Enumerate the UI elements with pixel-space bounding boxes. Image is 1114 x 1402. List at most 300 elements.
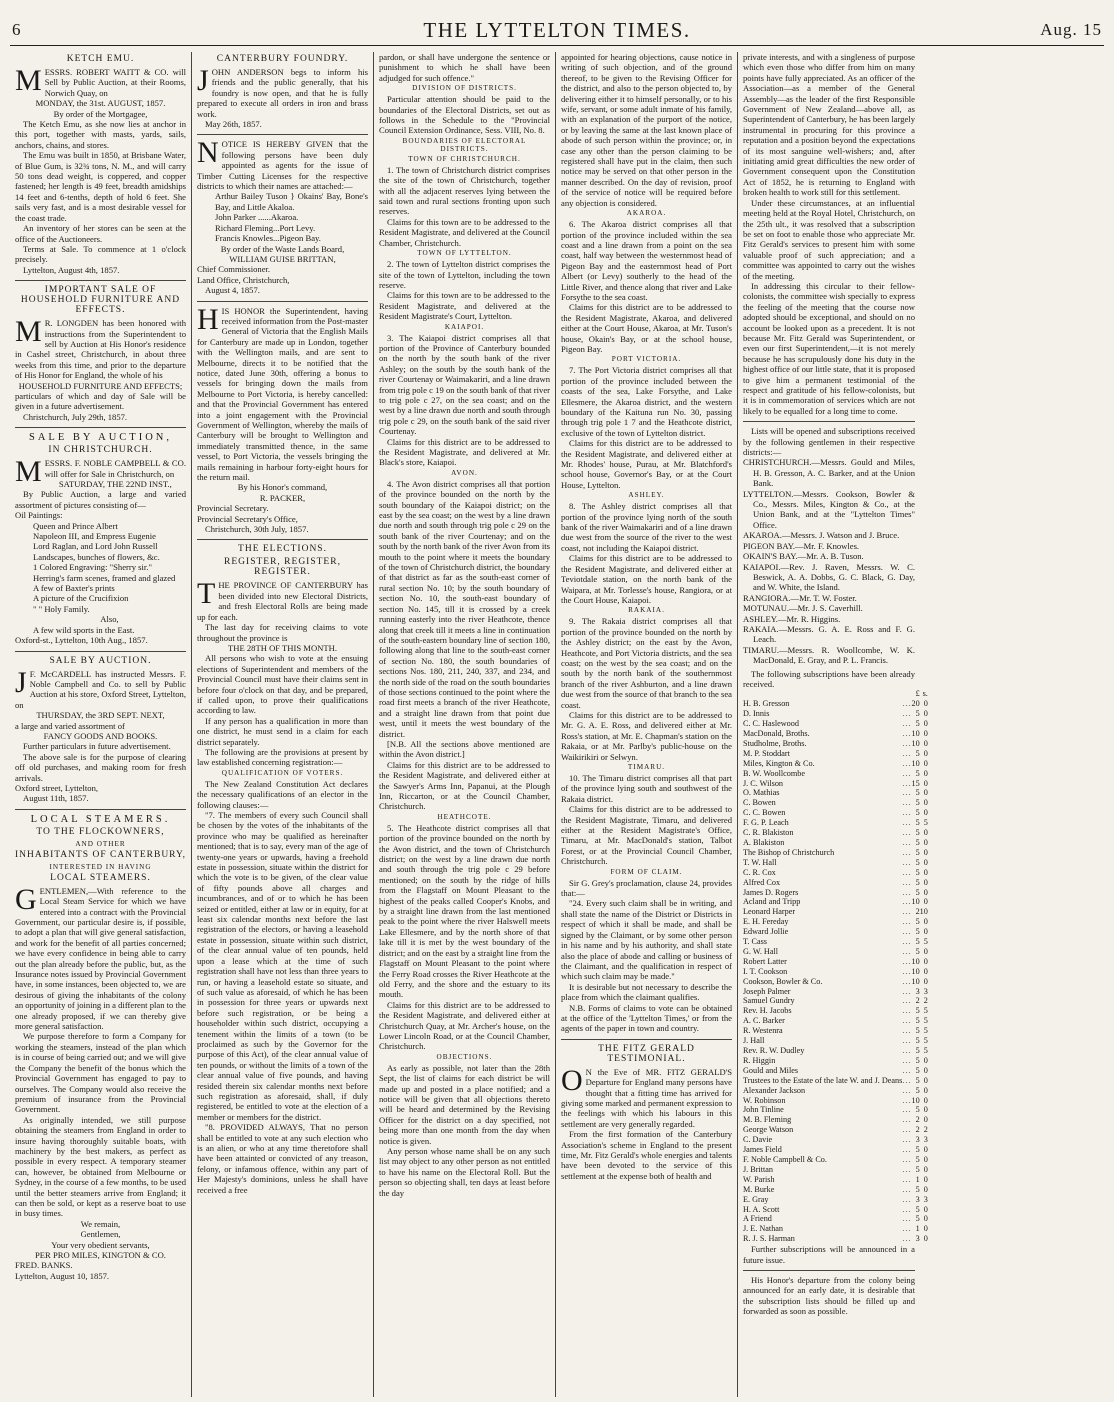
ad-body: The following are the provisions at present by law established concerning registration:— — [197, 746, 368, 768]
subscriber-name: J. C. Wilson — [743, 778, 784, 788]
ad-subheading: LOCAL STEAMERS. — [50, 872, 151, 883]
ad-order: By his Honor's command, — [237, 482, 328, 493]
list-item: PIGEON BAY.—Mr. F. Knowles. — [743, 540, 860, 551]
pounds-cell: 10 — [911, 976, 920, 986]
section-heading: ASHLEY. — [628, 491, 665, 500]
subscriber-name: W. Robinson — [743, 1095, 786, 1105]
signature: FRED. BANKS. — [15, 1260, 73, 1271]
ad-body: MESSRS. ROBERT WAITT & CO. will Sell by Public Auction, at their Rooms, Norwich Quay, on — [15, 64, 186, 98]
table-row — [743, 927, 928, 937]
divider — [15, 280, 186, 281]
table-row — [743, 897, 928, 907]
ad-dateline: August 11th, 1857. — [23, 793, 89, 804]
ad-subheading: IN CHRISTCHURCH. — [48, 445, 153, 456]
table-row — [743, 1066, 928, 1076]
subscriber-name: O. Mathias — [743, 788, 780, 798]
subscriber-name: MacDonald, Broths. — [743, 729, 810, 738]
subscriptions-table — [743, 689, 928, 1244]
subscriber-name: George Watson — [743, 1125, 794, 1135]
signature: WILLIAM GUISE BRITTAN, — [229, 253, 336, 264]
article-body: 8. The Ashley district comprises all that portion of the province lying north of the south bank of the river Waimakariri and of a line drawn due west from the source of the river to the west coast, not including the Kaiapoi district. — [561, 501, 732, 553]
pounds-cell: 5 — [915, 818, 920, 828]
ad-dateline: Provincial Secretary's Office, — [197, 513, 298, 524]
shillings-cell: 0 — [923, 837, 928, 847]
drop-cap: M — [15, 455, 42, 489]
table-row — [743, 996, 928, 1006]
list-item: Napoleon III, and Empress Eugenie — [33, 531, 156, 542]
subscriber-name: Gould and Miles — [743, 1065, 799, 1075]
subscriber-name: C. C. Haslewood — [743, 719, 799, 729]
subscriber-name: Miles, Kington & Co. — [743, 758, 815, 768]
subscriber-name: Alfred Cox — [743, 877, 781, 887]
subscriber-name: The Bishop of Christchurch — [743, 847, 835, 857]
ad-body: The above sale is for the purpose of clearing off old purchases, and making room for fresh arrivals. — [15, 751, 186, 783]
leader-dots: ... — [902, 877, 912, 887]
article-body: [N.B. All the sections above mentioned are within the Avon district.] — [379, 738, 550, 760]
article-body: 9. The Rakaia district comprises all that portion of the province bounded on the north by the Ashley district; on the east by the Avon, Heathcote, and Port Victoria districts, and the sea coast; on the west by the sea coast; and on the south by the north bank of the southernmost branch of the river Ashburton, and a line drawn due west from the source of that branch to the sea coast. — [561, 616, 732, 710]
ad-body: Further particulars in future advertisement. — [23, 741, 171, 752]
subscriber-name: Leonard Harper — [743, 907, 796, 917]
shillings-cell: 0 — [923, 847, 928, 857]
table-row — [743, 917, 928, 927]
subscriber-name: James Field — [743, 1145, 782, 1155]
table-row — [743, 947, 928, 957]
subscriber-name: T. Cass — [743, 937, 767, 947]
shillings-cell: 0 — [923, 1055, 928, 1065]
article-body: appointed for hearing objections, cause notice in writing of such objection, and of the ground thereof, to be given to the Revising Officer for the district, and also to the person objected to, by delivering either it to himself personally, or to his wife, servant, or some adult inmate of his family, with an explanation of the purport of the notice, or by leaving the same at the last known place of abode of such person within the province; or, in case any other than the person claiming to be registered shall have put in the claim, then such notice may be served on that other person in the manner described. On the day of revision, proof of the service of notice will be required before any objection is considered. — [561, 52, 732, 208]
list-item: A few of Baxter's prints — [33, 583, 115, 594]
table-row — [743, 1016, 928, 1026]
pounds-cell: 5 — [915, 1016, 920, 1026]
table-row — [743, 1036, 928, 1046]
closing: Your very obedient servants, — [51, 1239, 150, 1250]
leader-dots: ... — [902, 996, 912, 1006]
shillings-cell: 0 — [923, 966, 928, 976]
table-row — [743, 848, 928, 858]
shillings-cell: 0 — [923, 897, 928, 907]
subscriber-name: M. Burke — [743, 1184, 775, 1194]
article-body: N.B. Forms of claims to vote can be obtained at the office of the 'Lyttelton Times,' or from the agents of the paper in town and country. — [561, 1002, 732, 1034]
shillings-cell: 0 — [923, 778, 928, 788]
subscriber-name: G. W. Hall — [743, 946, 779, 956]
list-item: CHRISTCHURCH.—Messrs. Gould and Miles, H. B. Gresson, A. C. Barker, and at the Union Bank. — [743, 457, 915, 489]
shillings-cell: 0 — [923, 709, 928, 719]
shillings-cell: 0 — [923, 1145, 928, 1155]
leader-dots: ... — [902, 1194, 912, 1204]
ad-body: a large and varied assortment of — [15, 720, 125, 731]
table-row — [743, 1096, 928, 1106]
leader-dots: ... — [902, 1055, 912, 1065]
subscriber-name: F. G. P. Leach — [743, 818, 789, 828]
ad-dateline: Oxford-st., Lyttelton, 10th Aug., 1857. — [15, 635, 148, 646]
list-item: Also, — [100, 614, 119, 625]
divider — [15, 651, 186, 652]
leader-dots: ... — [902, 966, 912, 976]
shillings-cell: 0 — [923, 1075, 928, 1085]
issue-date: Aug. 15 — [1040, 20, 1102, 39]
ad-heading: THE ELECTIONS. — [238, 544, 327, 555]
article-body: In addressing this circular to their fellow-colonists, the committee wish specially to express the feeling of the meeting that the course now adopted should be exceptional, and should on no account be looked upon as a precedent. It is not because Mr. Fitz Gerald was Superintendent, or even our first Superintendent,—it is not merely because he has scrupulously done his duty in the highest office of our little state, that it is proposed to give him a permanent testimonial of the respect and gratitude of his fellow-colonists, but it is in commemoration of services which are not likely to be equalled for a long time to come. — [743, 280, 915, 416]
list-item: John Parker ......Akaroa. — [215, 212, 299, 223]
leader-dots: ... — [902, 1046, 912, 1055]
shillings-cell: 0 — [923, 1154, 928, 1164]
pounds-cell: 5 — [915, 1006, 920, 1016]
list-item: A picture of the Crucifixion — [33, 593, 129, 604]
article-body: 4. The Avon district comprises all that portion of the province bounded on the north by the south boundary of the Kaiapoi district; on the east by the sea coast; on the west by a line drawn due north and south through trig pole c 29 on the south bank of the river Courtenay; and on the south by the north bank of the river Avon from its mouth to the point where it meets the boundary of the town of Christchurch district, the boundary of that district as far as the south-east corner of rural section No. 10; by the south boundary of section No. 10, the south-east boundary of section No. 145, till it is crossed by a creek running easterly into the river Heathcote, thence along that creek till it meets a line in continuation of the south-eastern boundary line of section 180, following along that line to the south-east corner of section No. 180, the south boundaries of sections Nos. 180, 211, 240, 337, and 234, and the north side of the road on the south boundaries of those sections continued to the point where the road first meets a branch of the river Heathcote, and a straight line drawn from that point due west, until it meets the west boundary of the district. — [379, 478, 550, 739]
list-item: Lord Raglan, and Lord John Russell — [33, 541, 158, 552]
leader-dots: ... — [902, 719, 912, 729]
pounds-cell: 5 — [915, 709, 920, 719]
shillings-cell: 0 — [923, 857, 928, 867]
pounds-cell: 5 — [915, 877, 920, 887]
table-header-row — [743, 689, 928, 699]
shillings-cell: 0 — [923, 758, 928, 768]
subscriber-name: Edward Jollie — [743, 927, 789, 937]
leader-dots: ... — [902, 907, 912, 917]
pounds-cell: 5 — [915, 1046, 920, 1055]
ad-body: We purpose therefore to form a Company for working the steamers, instead of the plan which is in course of being carried out; and we will give the Company the benefit of the bonus which the Provincial Government has engaged to pay to ourselves. The Company would also receive the premium of insurance from the Provincial Government. — [15, 1031, 186, 1115]
leader-dots: ... — [902, 1184, 912, 1194]
table-row — [743, 808, 928, 818]
table-row — [743, 1155, 928, 1165]
ad-body: THE PROVINCE OF CANTERBURY has been divided into new Electoral Districts, and fresh Electoral Rolls are being made up for each. — [197, 577, 368, 622]
leader-dots: ... — [902, 1125, 912, 1135]
pounds-cell: 2 — [915, 996, 920, 1006]
ad-dateline: Lyttelton, August 4th, 1857. — [23, 264, 120, 275]
ad-body: HIS HONOR the Superintendent, having received information from the Post-master General of Victoria that the English Mails for Canterbury are made up in London, together with the Wellington mails, and are sent to Melbourne, directs it to be notified that the notice, dated June 30th, offering a bonus to vessels for bringing down the mails from Melbourne to Port Victoria, is hereby cancelled: and that the Provincial Government has entered into a joint engagement with the Provincial Government of Wellington, whereby the mails of Canterbury will be brought to Wellington and immediately transmitted thence, in the same vessel, to Port Victoria, the vessels bringing the mails remaining in harbour forty-eight hours for the return mail. — [197, 302, 368, 483]
table-row — [743, 769, 928, 779]
ad-body: The last day for receiving claims to vote throughout the province is — [197, 622, 368, 643]
subscriber-name: I. T. Cookson — [743, 966, 788, 976]
table-row — [743, 977, 928, 987]
ad-body: NOTICE IS HEREBY GIVEN that the following persons have been duly appointed as agents for the issue of Timber Cutting Licenses for the respective districts to which their names are attached:— — [197, 136, 368, 192]
leader-dots: ... — [902, 1204, 912, 1214]
shillings-cell: 0 — [923, 748, 928, 758]
pounds-cell: 5 — [915, 927, 920, 937]
list-item: Richard Fleming...Port Levy. — [215, 222, 316, 233]
ad-subheading: INHABITANTS OF CANTERBURY, — [15, 849, 187, 860]
subscriber-name: A Friend — [743, 1214, 772, 1224]
list-item: A few wild sports in the East. — [33, 624, 135, 635]
leader-dots: ... — [902, 1065, 912, 1075]
pounds-cell: 2 — [915, 1115, 920, 1125]
pounds-cell: 5 — [915, 719, 920, 729]
pounds-cell: 2 — [915, 1125, 920, 1135]
article-body: Claims for this district are to be addressed to the Resident Magistrate, Timaru, and delivered either at the Resident Magistrate's Office, Timaru, at Mr. MacDonald's station, Talbot Forest, or at the Provincial Council Chamber, Christchurch. — [561, 804, 732, 867]
table-row — [743, 1056, 928, 1066]
article-body: Lists will be opened and subscriptions received by the following gentlemen in their respective districts:— — [743, 426, 915, 458]
pounds-cell: 3 — [915, 1234, 920, 1244]
pounds-cell: 2 — [915, 907, 920, 917]
subscriber-name: J. Hall — [743, 1036, 765, 1046]
column-header: s. — [922, 689, 928, 699]
leader-dots: ... — [902, 946, 912, 956]
ad-heading: IMPORTANT SALE OF HOUSEHOLD FURNITURE AND EFFECTS. — [20, 285, 181, 316]
newspaper-title: THE LYTTELTON TIMES. — [423, 18, 691, 42]
ad-subheading: FANCY GOODS AND BOOKS. — [43, 730, 158, 741]
shillings-cell: 0 — [923, 699, 928, 709]
list-item: Arthur Bailey Tuson } Okains' Bay, Bone's Bay, and Little Akaloa. — [215, 191, 368, 212]
closing: We remain, — [80, 1218, 121, 1229]
agent-list — [743, 457, 915, 665]
subscriber-name: H. A. Scott — [743, 1204, 780, 1214]
shillings-cell: 0 — [923, 768, 928, 778]
pounds-cell: 5 — [915, 1105, 920, 1115]
divider — [743, 421, 915, 422]
table-row — [743, 1224, 928, 1234]
pounds-cell: 5 — [915, 1145, 920, 1155]
subscriber-name: C. C. Bowen — [743, 808, 786, 818]
pounds-cell: 10 — [911, 758, 920, 768]
section-heading: BOUNDARIES OF ELECTORAL DISTRICTS. — [402, 136, 527, 153]
column-1 — [10, 52, 192, 1397]
divider — [197, 134, 368, 135]
ad-date: SATURDAY, THE 22ND INST., — [58, 479, 172, 489]
subscriber-name: T. W. Hall — [743, 857, 777, 867]
list-item: OKAIN'S BAY.—Mr. A. B. Tuson. — [743, 551, 864, 562]
leader-dots: ... — [902, 956, 912, 966]
article-body: Sir G. Grey's proclamation, clause 24, provides that:— — [561, 877, 732, 899]
subscriber-name: J. Brittan — [743, 1164, 774, 1174]
pounds-cell: 5 — [915, 828, 920, 838]
subscriber-name: F. Noble Campbell & Co. — [743, 1154, 827, 1164]
shillings-cell: 0 — [923, 1224, 928, 1234]
article-body: pardon, or shall have undergone the sentence or punishment to which he shall have been adjudged for such offence." — [379, 52, 550, 83]
pounds-cell: 10 — [911, 897, 920, 907]
subscriber-name: M. B. Fleming — [743, 1115, 792, 1125]
ad-heading: SALE BY AUCTION. — [49, 655, 152, 666]
table-row — [743, 719, 928, 729]
section-heading: OBJECTIONS. — [436, 1052, 493, 1061]
section-heading: TOWN OF LYTTELTON. — [417, 249, 512, 258]
leader-dots: ... — [902, 887, 912, 897]
shillings-cell: 0 — [923, 917, 928, 927]
pounds-cell: 15 — [911, 778, 920, 788]
ad-dateline: Lyttelton, August 10, 1857. — [15, 1270, 110, 1281]
subscriber-name: H. B. Gresson — [743, 699, 790, 709]
drop-cap: O — [561, 1063, 583, 1097]
table-row — [743, 858, 928, 868]
table-row — [743, 1185, 928, 1195]
list-item: ASHLEY.—Mr. R. Higgins. — [743, 613, 841, 624]
leader-dots: ... — [902, 1036, 912, 1046]
shillings-cell: 0 — [923, 1115, 928, 1125]
ad-heading: THE FITZ GERALD TESTIMONIAL. — [598, 1043, 695, 1064]
ad-body: Terms at Sale. To commence at 1 o'clock precisely. — [15, 243, 186, 265]
table-row — [743, 779, 928, 789]
signature: PER PRO MILES, KINGTON & CO. — [35, 1250, 166, 1260]
pounds-cell: 5 — [915, 1026, 920, 1036]
subscriber-name: Acland and Tripp — [743, 897, 801, 907]
article-body: From the first formation of the Canterbury Association's scheme in England to the present time, Mr. Fitz Gerald's whole energies and talents have been devoted to the service of this settlement at the expense both of health and — [561, 1129, 732, 1181]
shillings-cell: 0 — [923, 1184, 928, 1194]
pounds-cell: 5 — [915, 808, 920, 818]
ad-subheading: AND OTHER — [75, 839, 126, 848]
ad-dateline: Oxford street, Lyttelton, — [15, 782, 99, 793]
leader-dots: ... — [902, 818, 912, 828]
shillings-cell: 5 — [923, 818, 928, 828]
table-row — [743, 907, 928, 917]
shillings-cell: 0 — [923, 808, 928, 818]
list-item: Francis Knowles...Pigeon Bay. — [215, 233, 321, 244]
shillings-cell: 0 — [923, 738, 928, 748]
table-row — [743, 709, 928, 719]
divider — [197, 301, 368, 302]
subscriber-name: Trustees to the Estate of the late W. and J. Deans — [743, 1075, 903, 1085]
shillings-cell: 0 — [923, 1204, 928, 1214]
section-heading: RAKAIA. — [628, 606, 665, 615]
article-body: Claims for this district are to be addressed to Mr. G. A. E. Ross, and delivered either at Mr. Ross's station, at Mr. E. Chapman's station on the Rakaia, or at Mr. Parlby's public-house on the Waikirikiri or Selwyn. — [561, 709, 732, 762]
ad-date: THE 28TH OF THIS MONTH. — [228, 642, 337, 653]
ad-date: THURSDAY, the 3RD SEPT. NEXT, — [36, 710, 165, 721]
table-row — [743, 888, 928, 898]
subscriber-name: J. E. Nathan — [743, 1224, 784, 1234]
shillings-cell: 0 — [923, 946, 928, 956]
page-number: 6 — [12, 20, 21, 39]
drop-cap: J — [197, 64, 209, 97]
divider — [15, 809, 186, 810]
table-row — [743, 1046, 928, 1056]
ad-order: By order of the Mortgagee, — [53, 108, 148, 119]
shillings-cell: 2 — [923, 1125, 928, 1135]
article-body: 10. The Timaru district comprises all that part of the province lying south and southwest of the Rakaia district. — [561, 773, 732, 804]
pounds-cell: 5 — [915, 1214, 920, 1224]
subscriber-name: Samuel Gundry — [743, 996, 795, 1006]
table-row — [743, 957, 928, 967]
pounds-cell: 5 — [915, 946, 920, 956]
list-item: Herring's farm scenes, framed and glazed — [33, 572, 176, 583]
leader-dots: ... — [902, 788, 912, 798]
subscriber-name: C. R. Cox — [743, 867, 776, 877]
shillings-cell: 0 — [923, 1095, 928, 1105]
leader-dots: ... — [902, 986, 912, 996]
leader-dots: ... — [902, 867, 912, 877]
leader-dots: ... — [902, 976, 912, 986]
article-body: Further subscriptions will be announced in a future issue. — [743, 1244, 915, 1265]
shillings-cell: 0 — [923, 927, 928, 937]
shillings-cell: 5 — [923, 1046, 928, 1055]
pounds-cell: 5 — [915, 1184, 920, 1194]
leader-dots: ... — [902, 828, 912, 838]
pounds-cell: 5 — [915, 1154, 920, 1164]
signature: R. PACKER, — [259, 492, 306, 503]
article-body: 6. The Akaroa district comprises all that portion of the province included within the sea coast and a line drawn from a point on the sea coast, half way between the westernmost head of Pigeon Bay and the easternmost head of Port Albert (or Levy) southerly to the head of the Little River, and thence along that river and Lake Forsythe to the sea coast. — [561, 219, 732, 302]
shillings-cell: 0 — [923, 1085, 928, 1095]
pounds-cell: 3 — [915, 1194, 920, 1204]
pounds-cell: 5 — [915, 1075, 920, 1085]
table-row — [743, 759, 928, 769]
shillings-cell: 0 — [923, 976, 928, 986]
ad-subheading: REGISTER, REGISTER, REGISTER. — [224, 557, 341, 578]
pounds-cell: 5 — [915, 768, 920, 778]
ad-body: The Emu was built in 1850, at Brisbane Water, of Blue Gum, is 32¾ tons, N. M., and will carry 50 tons dead weight, is coppered, and copper fastened; her length is 49 feet, breadth amidships 14 feet and 6-tenths, depth of hold 6 feet. She sails very fast, and is a most desirable vessel for the coast trade. — [15, 150, 186, 223]
table-row — [743, 749, 928, 759]
article-body: Claims for this district are to be addressed to the Resident Magistrate, and delivered either at Teviotdale station, on the north bank of the Waipara, at Mr. Torlesse's house, Rangiora, or at the Court House, Kaiapoi. — [561, 553, 732, 605]
article-body: 5. The Heathcote district comprises all that portion of the province bounded on the north by the Avon district, and the town of Christchurch district; on the west by a line drawn due north and south through the trig pole c 29 before mentioned; on the south by the ridge of hills from the Flagstaff on Mount Pleasant to the highest of the peaks called Cooper's Knobs, and by a straight line drawn from the last mentioned peak to the point where the river Halswell meets Lake Ellesmere, and by the north shore of that lake till it is met by the west boundary of the district; and on the east by a straight line from the Flagstaff on Mount Pleasant to the point where the Ferry Road crosses the River Heathcote at the old Ferry, and the shore and the estuary to its mouth. — [379, 822, 550, 1000]
list-item: Queen and Prince Albert — [33, 520, 118, 531]
column-header: £ — [915, 689, 920, 699]
leader-dots: ... — [902, 1016, 912, 1026]
leader-dots: ... — [902, 1164, 912, 1174]
shillings-cell: 0 — [923, 867, 928, 877]
table-row — [743, 1135, 928, 1145]
drop-cap: J — [15, 665, 27, 699]
table-row — [743, 967, 928, 977]
table-row — [743, 1076, 928, 1086]
table-row — [743, 937, 928, 947]
subscriber-name: B. W. Woollcombe — [743, 768, 805, 778]
leader-dots: ... — [902, 927, 912, 937]
pounds-cell: 1 — [915, 1174, 920, 1184]
ad-body: The Ketch Emu, as she now lies at anchor in this port, together with masts, yards, sails, anchors, chains, and stores. — [15, 119, 186, 150]
subscriber-name: E. H. Fereday — [743, 917, 789, 927]
subscriber-name: R. Higgin — [743, 1055, 776, 1065]
divider — [561, 1039, 732, 1040]
table-row — [743, 1026, 928, 1036]
drop-cap: H — [197, 302, 219, 336]
subscriber-name: R. J. S. Harman — [743, 1234, 795, 1244]
table-row — [743, 1214, 928, 1224]
column-5 — [738, 52, 928, 1397]
shillings-cell: 0 — [923, 1164, 928, 1174]
ad-body: By Public Auction, a large and varied assortment of pictures consisting of— — [15, 489, 186, 510]
pounds-cell: 20 — [911, 699, 920, 709]
leader-dots: ... — [902, 917, 912, 927]
subscriber-name: Rev. H. Jacobs — [743, 1006, 792, 1016]
leader-dots: ... — [902, 1105, 912, 1115]
leader-dots: ... — [902, 1214, 912, 1224]
pounds-cell: 5 — [915, 1164, 920, 1174]
leader-dots: ... — [902, 738, 912, 748]
list-item: LYTTELTON.—Messrs. Cookson, Bowler & Co., Messrs. Miles, Kington & Co., at the Union Bank, and at the "Lyttelton Times" Office. — [743, 488, 915, 530]
leader-dots: ... — [902, 709, 912, 719]
section-heading: PORT VICTORIA. — [611, 355, 682, 364]
article-body: Any person whose name shall be on any such list may object to any other person as not entitled to have his name on the Electoral Roll. But the person so objecting shall, ten days at least before the day — [379, 1146, 550, 1198]
list-item: 1 Colored Engraving: "Sherry sir." — [33, 562, 152, 573]
section-heading: TIMARU. — [627, 763, 666, 771]
pounds-cell: 10 — [911, 956, 920, 966]
table-row — [743, 828, 928, 838]
ad-body: J F. McCARDELL has instructed Messrs. F. Noble Campbell and Co. to sell by Public Auction at his store, Oxford Street, Lyttelton, on — [15, 665, 186, 710]
pounds-cell: 5 — [915, 748, 920, 758]
pounds-cell: 5 — [915, 1204, 920, 1214]
ad-date: MONDAY, the 31st. AUGUST, 1857. — [35, 98, 166, 109]
table-row — [743, 1006, 928, 1016]
drop-cap: M — [15, 64, 42, 97]
pounds-cell: 1 — [915, 1224, 920, 1234]
divider — [197, 539, 368, 540]
pounds-cell: 5 — [915, 857, 920, 867]
article-body: private interests, and with a singleness of purpose which even those who differ from him on many points have fully appreciated. As an officer of the Association—as a member of the General Assembly—as the leader of the first Responsible Government of New Zealand—above all, as Superintendent of Canterbury, he has been largely instrumental in procuring for this province a reputation and a position beyond the expectations of its most sanguine well-wishers; and, after initiating amid great difficulties the new order of Government consequent upon the Constitution Act of 1852, he is returning to England with broken health to work still for this settlement. — [743, 52, 915, 198]
shillings-cell: 0 — [923, 1214, 928, 1224]
shillings-cell: 0 — [923, 877, 928, 887]
subscriber-name: Alexander Jackson — [743, 1085, 806, 1095]
subscriber-name: C. R. Blakiston — [743, 828, 794, 838]
list-item: " " Holy Family. — [33, 603, 90, 614]
shillings-cell: 3 — [923, 1194, 928, 1204]
table-row — [743, 838, 928, 848]
article-body: 3. The Kaiapoi district comprises all that portion of the Province of Canterbury bounded on the north by the south bank of the river Ashley; on the south by the south bank of the river Courtenay or Waimakariri, and a line drawn from trig pole c 19 on the south bank of that river to trig pole c 27, on the sea coast; and on the west by a line drawn due north and south through trig pole c 29, on the south bank of the said river Courtenay. — [379, 332, 550, 437]
ad-body: If any person has a qualification in more than one district, he must send in a claim for each district separately. — [197, 715, 368, 747]
list-item: RANGIORA.—Mr. T. W. Foster. — [743, 592, 857, 603]
article-body: Under these circumstances, at an influential meeting held at the Royal Hotel, Christchurch, on the 25th ult., it was resolved that a subscription be set on foot to enable those who appreciate Mr. Fitz Gerald's services to present him with some valuable proof of such appreciation; and a committee was appointed to carry out the wishes of the meeting. — [743, 197, 915, 281]
pounds-cell: 3 — [915, 986, 920, 996]
closing: Gentlemen, — [80, 1229, 121, 1240]
list-item: Landscapes, bunches of flowers, &c. — [33, 551, 160, 562]
table-row — [743, 1195, 928, 1205]
pounds-cell: 10 — [911, 729, 920, 738]
drop-cap: G — [15, 882, 37, 916]
